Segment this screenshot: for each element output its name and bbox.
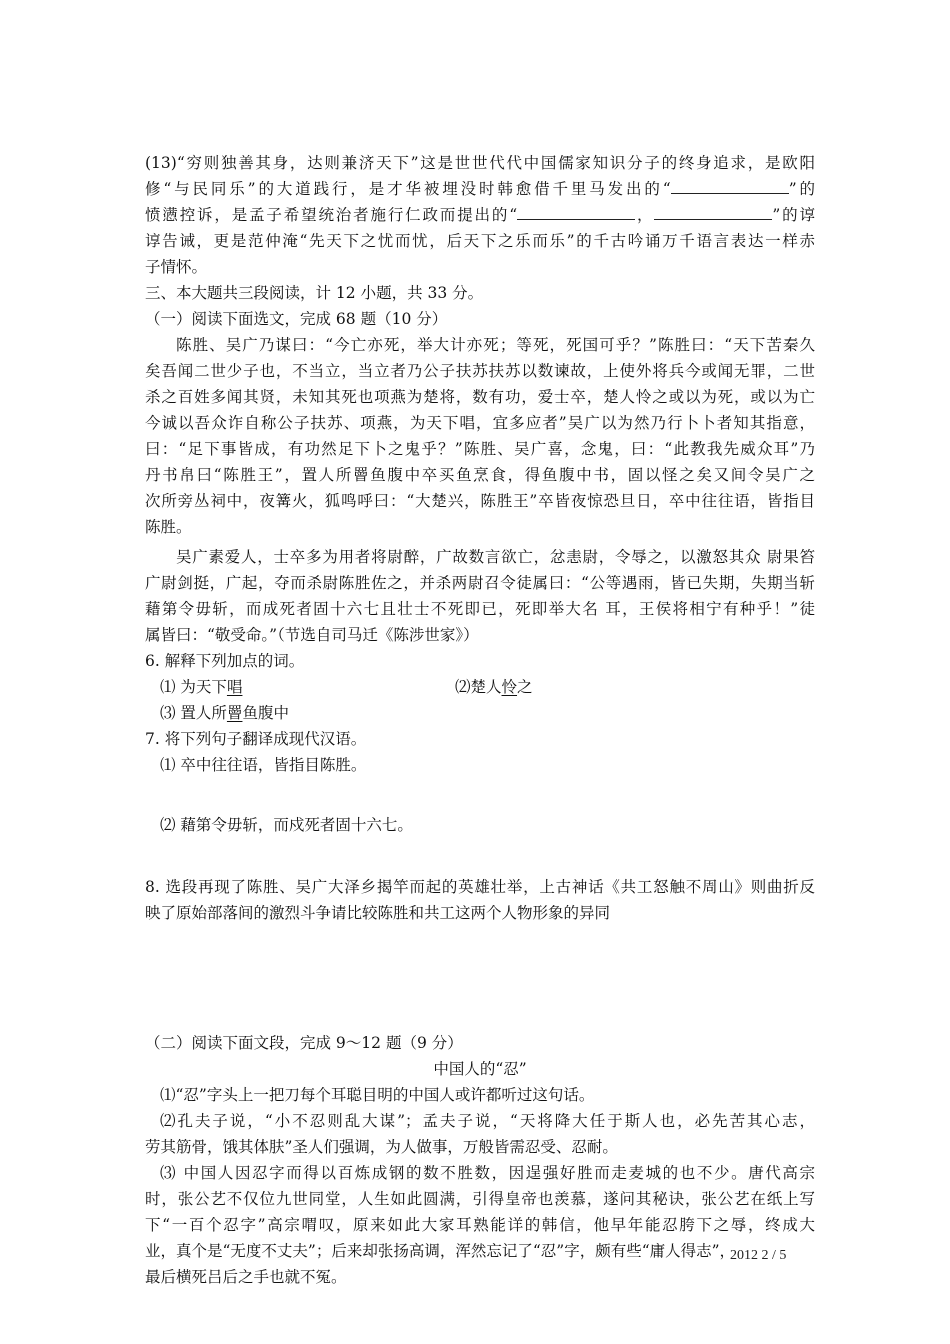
- passage-2-line-3: 藉第令毋斩，而成死者固十六七且壮士不死即已，死即举大名 耳，王侯将相宁有种乎！”徒: [145, 600, 815, 618]
- part-2-heading: （二）阅读下面文段，完成 9～12 题（9 分）: [145, 1034, 463, 1052]
- q13-line-1: (13)“穷则独善其身，达则兼济天下”这是世世代代中国儒家知识分子的终身追求，是欧阳: [145, 154, 815, 172]
- passage-1-line-6: 丹书帛曰“陈胜王”，置人所罾鱼腹中卒买鱼烹食，得鱼腹中书，固以怪之矣又间令吴广之: [145, 466, 815, 484]
- article-title: 中国人的“忍”: [433, 1060, 527, 1078]
- passage-2-line-2: 广尉剑挺，广起，夺而杀尉陈胜佐之，并杀两尉召令徒属曰：“公等遇雨，皆已失期，失期当斩: [145, 574, 815, 592]
- q7-item-1: ⑴ 卒中往往语，皆指目陈胜。: [160, 756, 367, 774]
- passage-1-line-5: 曰：“足下事皆成，有功然足下卜之鬼乎？”陈胜、吴广喜，念鬼，曰：“此教我先威众耳”乃: [145, 440, 815, 458]
- q6-item-1: [160, 674, 400, 700]
- answer-blank-3[interactable]: [654, 203, 772, 220]
- q6-item-1-text: ⑴ 为天下: [160, 678, 227, 696]
- q6-item-3: [160, 700, 460, 726]
- part-1-heading: （一）阅读下面选文，完成 68 题（10 分）: [145, 310, 448, 328]
- article-para-3-line-5: 最后横死吕后之手也就不冤。: [145, 1268, 347, 1286]
- q7-stem: 7. 将下列句子翻译成现代汉语。: [145, 730, 367, 748]
- passage-1-line-8: 陈胜。: [145, 518, 192, 536]
- passage-1-line-4: 今诚以吾众诈自称公子扶苏、项燕，为天下唱，宜多应者”吴广以为然乃行卜卜者知其指意，: [145, 414, 815, 432]
- q6-item-2: [455, 674, 655, 700]
- q6-item-1-keyword: 唱: [226, 678, 243, 696]
- q6-item-3-text-post: 鱼腹中: [242, 704, 289, 722]
- q13-line-3-text-a: 愤懑控诉，是孟子希望统治者施行仁政而提出的“: [145, 206, 518, 224]
- q8-line-1: 8. 选段再现了陈胜、吴广大泽乡揭竿而起的英雄壮举，上古神话《共工怒触不周山》则曲折反: [145, 878, 815, 896]
- q13-line-2-text-b: ”的: [788, 180, 815, 198]
- q13-line-4: 谆告诫，更是范仲淹“先天下之忧而忧，后天下之乐而乐”的千古吟诵万千语言表达一样赤: [145, 232, 815, 250]
- article-para-3-line-4: 业，真个是“无度不丈夫”；后来却张扬高调，浑然忘记了“忍”字，颇有些“庸人得志”，: [145, 1242, 735, 1260]
- passage-1-line-7: 次所旁丛祠中，夜篝火，狐鸣呼曰：“大楚兴，陈胜王”卒皆夜惊恐旦日，卒中往往语，皆指目: [145, 492, 815, 510]
- article-para-1: ⑴“忍”字头上一把刀每个耳聪目明的中国人或许都听过这句话。: [160, 1086, 595, 1104]
- answer-blank-1[interactable]: [671, 177, 789, 194]
- section-3-heading: 三、本大题共三段阅读，计 12 小题，共 33 分。: [145, 284, 484, 302]
- page-footer: 2012 2 / 5: [730, 1248, 787, 1263]
- q6-item-3-text: ⑶ 置人所: [160, 704, 227, 722]
- q13-line-3-text-b: ，: [635, 206, 655, 224]
- article-para-2-line-1: ⑵孔夫子说，“小不忍则乱大谋”；孟夫子说，“天将降大任于斯人也，必先苦其心志，: [160, 1112, 815, 1130]
- q8-line-2: 映了原始部落间的激烈斗争请比较陈胜和共工这两个人物形象的异同: [145, 904, 611, 922]
- article-para-3-line-1: ⑶ 中国人因忍字而得以百炼成钢的数不胜数，因逞强好胜而走麦城的也不少。唐代高宗: [160, 1164, 815, 1182]
- q13-line-3: [145, 202, 815, 228]
- q13-line-3-text-c: ”的谆: [772, 206, 815, 224]
- passage-1-line-3: 杀之百姓多闻其贤，未知其死也项燕为楚将，数有功，爱士卒，楚人怜之或以为死，或以为亡: [145, 388, 815, 406]
- article-para-2-line-2: 劳其筋骨，饿其体肤”圣人们强调，为人做事，万般皆需忍受、忍耐。: [145, 1138, 618, 1156]
- q13-line-5: 子情怀。: [145, 258, 208, 276]
- q7-item-2: ⑵ 藉第令毋斩，而戍死者固十六七。: [160, 816, 413, 834]
- answer-blank-2[interactable]: [517, 203, 635, 220]
- article-para-3-line-3: 下“一百个忍字”高宗喟叹，原来如此大家耳熟能详的韩信，他早年能忍胯下之辱，终成大: [145, 1216, 815, 1234]
- q6-item-3-keyword: 罾: [226, 704, 243, 722]
- q13-line-2-text-a: 修“与民同乐”的大道践行，是才华被埋没时韩愈借千里马发出的“: [145, 180, 671, 198]
- q6-item-2-text-post: 之: [517, 678, 533, 696]
- q13-line-2: [145, 176, 815, 202]
- q6-item-2-keyword: 怜: [501, 678, 518, 696]
- passage-1-line-2: 矣吾闻二世少子也，不当立，当立者乃公子扶苏扶苏以数谏故，上使外将兵今或闻无罪，二世: [145, 362, 815, 380]
- article-para-3-line-2: 时，张公艺不仅位九世同堂，人生如此圆满，引得皇帝也羡慕，遂问其秘诀，张公艺在纸上写: [145, 1190, 815, 1208]
- q6-stem: 6. 解释下列加点的词。: [145, 652, 305, 670]
- passage-1-line-1: 陈胜、吴广乃谋曰：“今亡亦死，举大计亦死；等死，死国可乎？”陈胜曰：“天下苦秦久: [176, 336, 815, 354]
- q6-item-2-text: ⑵楚人: [455, 678, 502, 696]
- passage-2-line-1: 吴广素爱人，士卒多为用者将尉醉，广故数言欲亡，忿恚尉，令辱之，以激怒其众 尉果笞: [176, 548, 815, 566]
- passage-2-line-4: 属皆曰：“敬受命。”（节选自司马迁《陈涉世家》）: [145, 626, 479, 644]
